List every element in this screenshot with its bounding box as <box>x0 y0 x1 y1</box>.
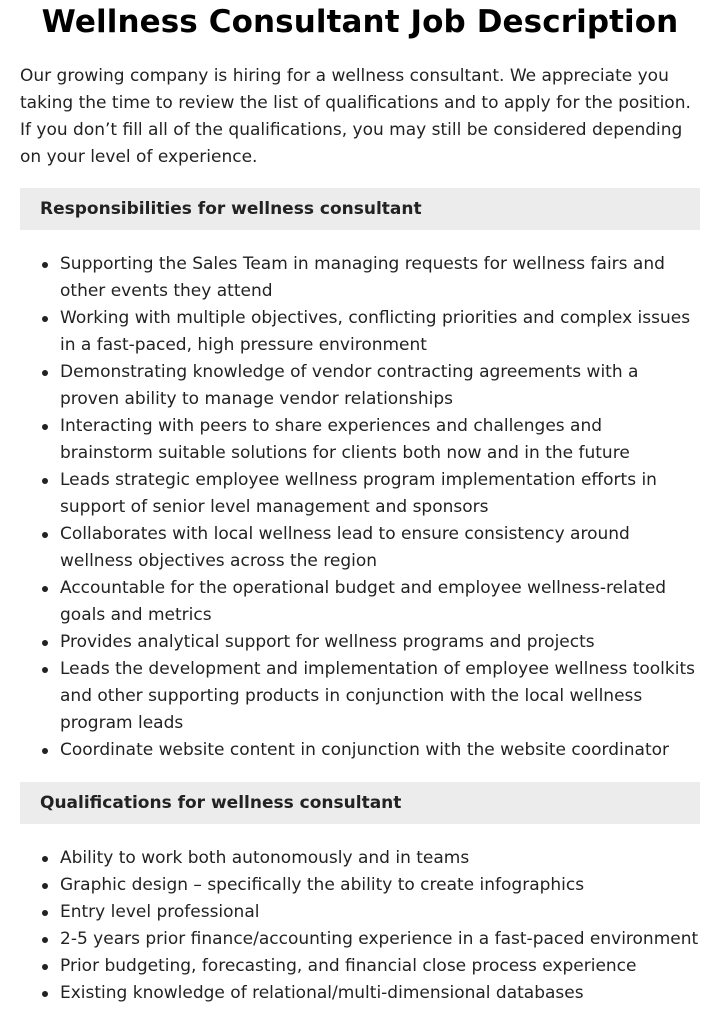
intro-paragraph: Our growing company is hiring for a wellness consultant. We appreciate you taking the time to review the list of qualifications and to apply for the position. If you don’t fill all of the qualifications, you may still be considered depending on your level of experience. <box>20 66 691 167</box>
list-item: Accountable for the operational budget and employee wellness-related goals and metrics <box>20 575 700 629</box>
responsibilities-section-header <box>20 188 700 230</box>
list-item: Provides analytical support for wellness programs and projects <box>20 629 700 656</box>
list-item: Supporting the Sales Team in managing requests for wellness fairs and other events they attend <box>20 251 700 305</box>
list-item: Leads strategic employee wellness program implementation efforts in support of senior level management and sponsors <box>20 467 700 521</box>
list-item: 2-5 years prior finance/accounting experience in a fast-paced environment <box>20 926 700 953</box>
list-item: Interacting with peers to share experiences and challenges and brainstorm suitable solutions for clients both now and in the future <box>20 413 700 467</box>
list-item: Ability to work both autonomously and in teams <box>20 845 700 872</box>
qualifications-heading: Qualifications for wellness consultant <box>40 793 402 813</box>
qualifications-list <box>20 845 700 1007</box>
responsibilities-list <box>20 251 700 764</box>
list-item: Existing knowledge of relational/multi-dimensional databases <box>20 980 700 1007</box>
list-item: Coordinate website content in conjunction with the website coordinator <box>20 737 700 764</box>
list-item: Leads the development and implementation of employee wellness toolkits and other supporting products in conjunction with the local wellness program leads <box>20 656 700 737</box>
list-item: Demonstrating knowledge of vendor contracting agreements with a proven ability to manage vendor relationships <box>20 359 700 413</box>
list-item: Graphic design – specifically the ability to create infographics <box>20 872 700 899</box>
page-title: Wellness Consultant Job Description <box>41 4 679 40</box>
list-item: Working with multiple objectives, conflicting priorities and complex issues in a fast-paced, high pressure environment <box>20 305 700 359</box>
list-item: Prior budgeting, forecasting, and financial close process experience <box>20 953 700 980</box>
list-item: Collaborates with local wellness lead to ensure consistency around wellness objectives across the region <box>20 521 700 575</box>
responsibilities-heading: Responsibilities for wellness consultant <box>40 199 422 219</box>
qualifications-section-header <box>20 782 700 824</box>
list-item: Entry level professional <box>20 899 700 926</box>
